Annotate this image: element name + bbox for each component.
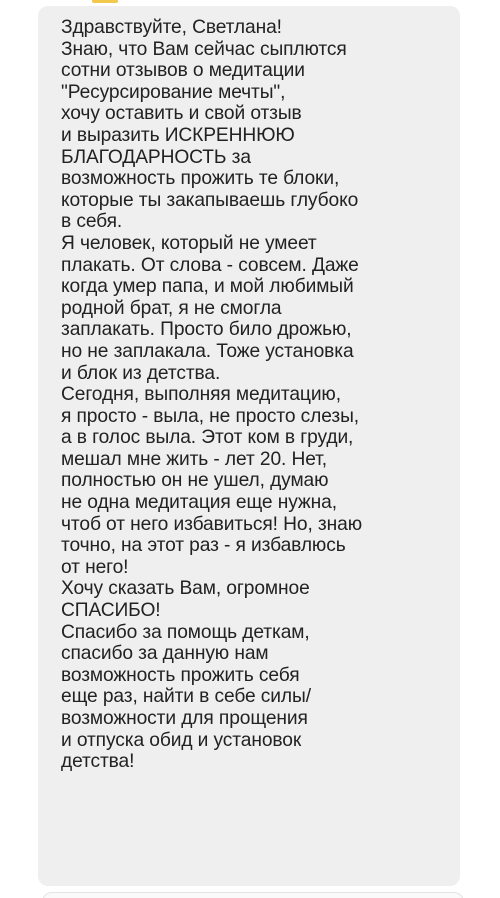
message-bubble <box>38 6 460 886</box>
message-line: чтоб от него избавиться! Но, знаю <box>61 513 362 535</box>
message-line: и выразить ИСКРЕННЮЮ <box>61 124 295 146</box>
next-message-bubble-edge <box>42 892 464 898</box>
message-line: и отпуска обид и установок <box>61 729 302 751</box>
message-line: не одна медитация еще нужна, <box>61 492 337 514</box>
message-line: Я человек, который не умеет <box>61 232 317 254</box>
message-line: Спасибо за помощь деткам, <box>61 621 310 643</box>
message-line: Хочу сказать Вам, огромное <box>61 578 310 600</box>
message-line: которые ты закапываешь глубоко <box>61 189 359 211</box>
message-line: точно, на этот раз - я избавлюсь <box>61 535 346 557</box>
message-line: сотни отзывов о медитации <box>61 60 305 82</box>
message-line: еще раз, найти в себе силы/ <box>61 686 311 708</box>
message-line: но не заплакала. Тоже установка <box>61 340 354 362</box>
top-accent-bar <box>92 0 118 3</box>
message-line: Сегодня, выполняя медитацию, <box>61 384 341 406</box>
message-line: Знаю, что Вам сейчас сыплются <box>61 38 347 60</box>
message-line: возможность прожить те блоки, <box>61 168 340 190</box>
message-line: СПАСИБО! <box>61 600 161 622</box>
message-line: "Ресурсирование мечты", <box>61 81 286 103</box>
message-line: спасибо за данную нам <box>61 643 269 665</box>
message-line: и блок из детства. <box>61 362 221 384</box>
message-line: заплакать. Просто било дрожью, <box>61 319 352 341</box>
message-line: когда умер папа, и мой любимый <box>61 276 354 298</box>
message-line: БЛАГОДАРНОСТЬ за <box>61 146 251 168</box>
message-line: я просто - выла, не просто слезы, <box>61 405 360 427</box>
message-line: мешал мне жить - лет 20. Нет, <box>61 448 327 470</box>
message-line: Здравствуйте, Светлана! <box>61 17 282 38</box>
message-line: хочу оставить и свой отзыв <box>61 103 302 125</box>
message-line: детства! <box>61 751 135 773</box>
message-line: в себя. <box>61 211 123 233</box>
message-line: плакать. От слова - совсем. Даже <box>61 254 359 276</box>
message-line: родной брат, я не смогла <box>61 297 282 319</box>
message-line: от него! <box>61 556 129 578</box>
message-line: а в голос выла. Этот ком в груди, <box>61 427 354 449</box>
message-line: возможности для прощения <box>61 708 308 729</box>
message-line: полностью он не ушел, думаю <box>61 470 329 492</box>
message-text <box>61 17 448 773</box>
message-line: возможность прожить себя <box>61 664 300 686</box>
